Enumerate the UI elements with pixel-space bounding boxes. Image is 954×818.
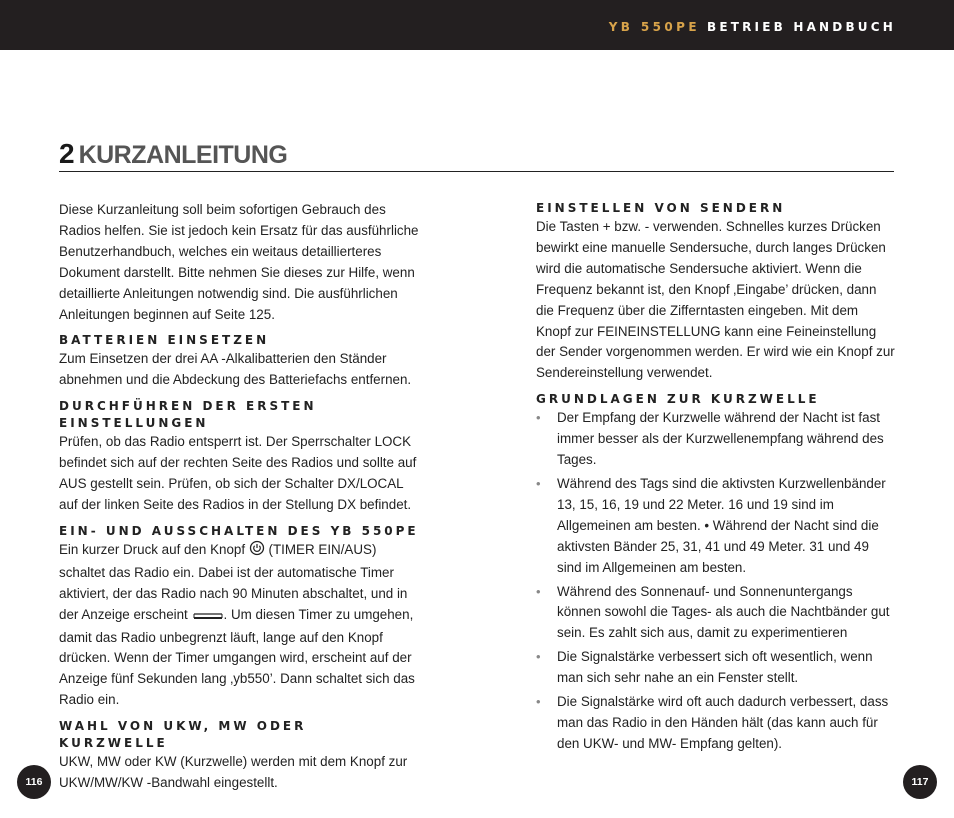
section-shortwave-basics — [536, 391, 896, 755]
bullet-icon: • — [536, 475, 541, 491]
list-item-text: Die Signalstärke wird oft auch dadurch verbessert, dass man das Radio in den Händen hält (das kann auch für den UKW- und MW- Empfang gelten). — [557, 694, 889, 751]
timer-display-icon — [192, 607, 224, 628]
header-subtitle: BETRIEB HANDBUCH — [706, 20, 896, 34]
left-column — [59, 200, 421, 794]
section-body: Prüfen, ob das Radio entsperrt ist. Der Sperrschalter LOCK befindet sich auf der rechten Seite des Radios und sollte auf AUS gestellt sein. Prüfen, ob sich der Schalter DX/LOCAL auf der linken Seite des Radios in der Stellung DX befindet. — [59, 434, 417, 512]
section-power — [59, 523, 421, 711]
power-timer-icon — [249, 540, 265, 563]
header-bar — [0, 0, 954, 50]
shortwave-bullet-list — [536, 408, 896, 755]
header-title — [609, 20, 896, 34]
section-heading: GRUNDLAGEN ZUR KURZWELLE — [536, 392, 820, 407]
section-first-settings — [59, 398, 421, 516]
bullet-icon: • — [536, 694, 541, 710]
section-band-selection — [59, 718, 421, 794]
list-item-text: Die Signalstärke verbessert sich oft wesentlich, wenn man sich sehr nahe an ein Fenster stellt. — [557, 649, 873, 686]
page-number-right: 117 — [903, 765, 937, 799]
section-batteries — [59, 332, 421, 391]
section-heading: DURCHFÜHREN DER ERSTEN EINSTELLUNGEN — [59, 399, 317, 431]
page-number-left: 116 — [17, 765, 51, 799]
list-item — [536, 474, 896, 579]
chapter-title: KURZANLEITUNG — [78, 141, 288, 169]
section-body — [59, 540, 421, 711]
bullet-icon: • — [536, 649, 541, 665]
chapter-heading — [59, 138, 894, 172]
section-heading: EIN- UND AUSSCHALTEN DES YB 550PE — [59, 523, 419, 538]
section-body: Die Tasten + bzw. - verwenden. Schnelles kurzes Drücken bewirkt eine manuelle Sendersuche, durch langes Drücken wird die automatische Sendersuche aktiviert. Wenn die Frequenz bekannt ist, den Knopf ‚Eingabe’ drücken, dann die Frequenz über die Zifferntasten eingeben. Mit dem Knopf zur FEINEINSTELLUNG kann eine Feineinstellung der Sender vorgenommen werden. Er wird wie ein Knopf zur Sendereinstellung verwendet. — [536, 219, 895, 381]
bullet-icon: • — [536, 583, 541, 599]
section-heading: WAHL VON UKW, MW ODER KURZWELLE — [59, 719, 307, 751]
list-item — [536, 692, 896, 755]
chapter-number: 2 — [59, 138, 75, 169]
list-item-text: Während des Sonnenauf- und Sonnenuntergangs können sowohl die Tages- als auch die Nachtbänder gut sein. Es zahlt sich aus, damit zu experimentieren — [557, 583, 890, 641]
list-item-text: Der Empfang der Kurzwelle während der Nacht ist fast immer besser als der Kurzwellenempfang während des Tages. — [557, 410, 884, 468]
bullet-icon: • — [536, 410, 541, 426]
intro-paragraph: Diese Kurzanleitung soll beim sofortigen Gebrauch des Radios helfen. Sie ist jedoch kein Ersatz für das ausführliche Benutzerhandbuch, welches ein weitaus detaillierteres Dokument darstellt. Bitte nehmen Sie dieses zur Hilfe, wenn detaillierte Anleitungen notwendig sind. Die ausführlichen Anleitungen beginnen auf Seite 125. — [59, 202, 419, 322]
power-text-a: Ein kurzer Druck auf den Knopf — [59, 541, 246, 557]
header-model: YB 550PE — [608, 20, 700, 34]
section-body: Zum Einsetzen der drei AA -Alkalibatterien den Ständer abnehmen und die Abdeckung des Batteriefachs entfernen. — [59, 351, 412, 388]
section-body: UKW, MW oder KW (Kurzwelle) werden mit dem Knopf zur UKW/MW/KW -Bandwahl eingestellt. — [59, 754, 408, 791]
list-item-text: Während des Tags sind die aktivsten Kurzwellenbänder 13, 15, 16, 19 und 22 Meter. 16 und 19 sind im Allgemeinen am besten. • Während der Nacht sind die aktivsten Bänder 25, 31, 41 und 49 Meter. 31 und 49 sind im Allgemeinen am besten. — [557, 475, 886, 575]
section-heading: EINSTELLEN VON SENDERN — [536, 201, 786, 215]
list-item — [536, 647, 896, 689]
power-text-b: (TIMER EIN/AUS) schaltet das Radio ein. Dabei ist der automatische Timer aktiviert, der das Radio nach 90 Minuten abschaltet, und in der Anzeige erscheint — [59, 541, 408, 622]
list-item — [536, 408, 896, 471]
section-heading: BATTERIEN EINSETZEN — [59, 333, 270, 348]
section-tuning — [536, 200, 896, 384]
right-column — [536, 200, 896, 758]
list-item — [536, 582, 896, 645]
power-text-c: . Um diesen Timer zu umgehen, damit das Radio unbegrenzt läuft, lange auf den Knopf drücken. Wenn der Timer umgangen wird, erscheint auf der Anzeige fünf Sekunden lang ‚yb550’. Dann schaltet sich das Radio ein. — [59, 606, 415, 708]
